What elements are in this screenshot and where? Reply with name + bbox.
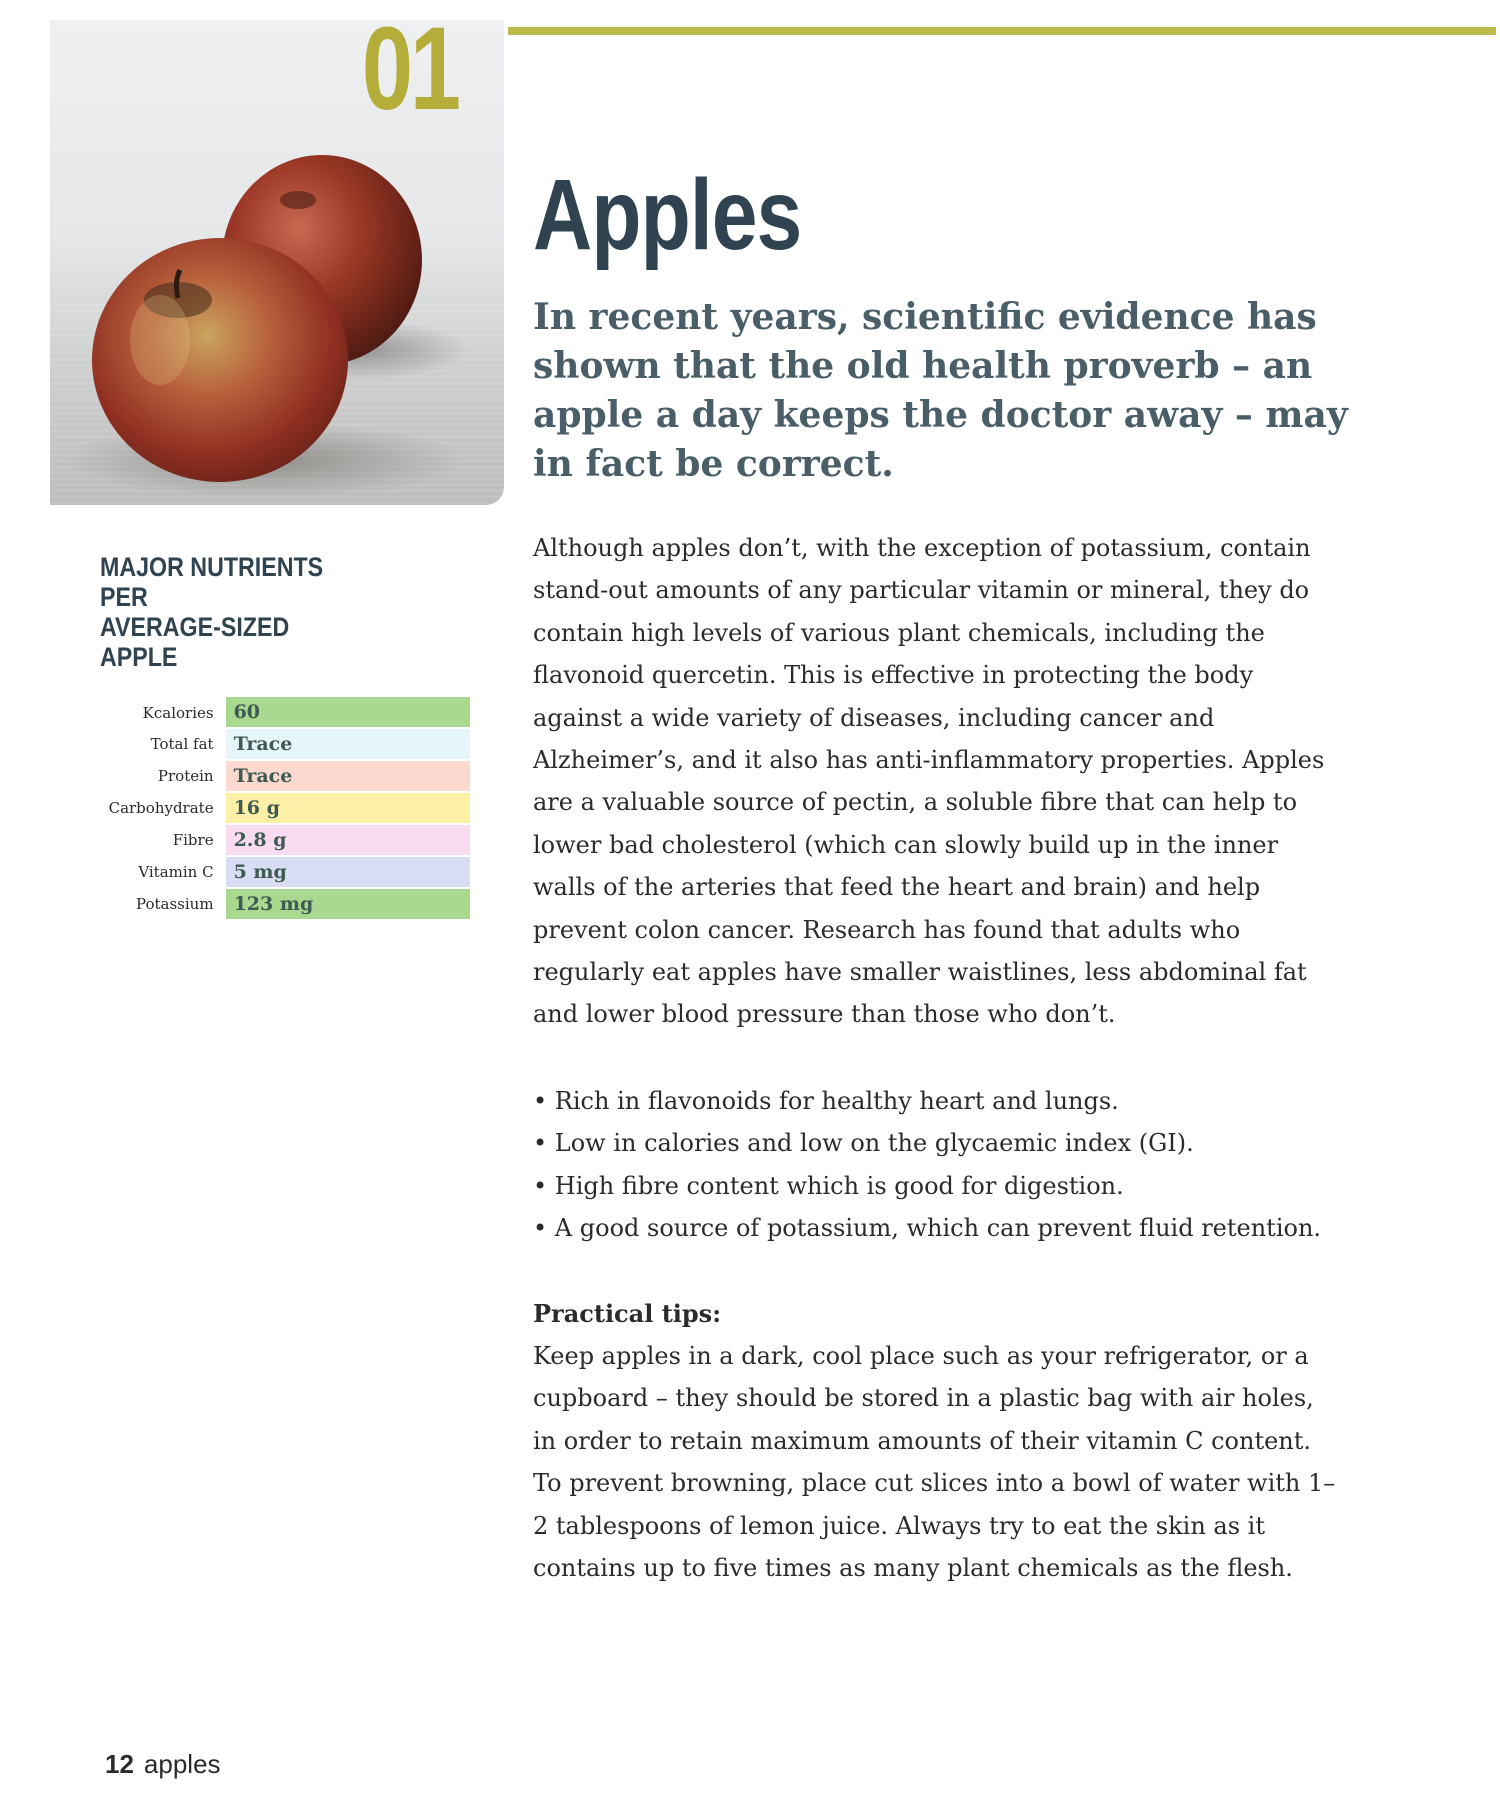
nutrient-value: 16 g xyxy=(226,792,470,824)
page-number: 12 xyxy=(105,1749,134,1779)
nutrient-value: 60 xyxy=(226,697,470,728)
lead-paragraph: In recent years, scientific evidence has shown that the old health proverb – an apple a day keeps the doctor away – may in fact be correct. xyxy=(533,296,1348,485)
nutrient-label: Fibre xyxy=(172,831,214,849)
nutrient-row xyxy=(90,792,470,824)
nutrient-value: 2.8 g xyxy=(226,824,470,856)
nutrients-heading-line-2: AVERAGE-SIZED APPLE xyxy=(100,612,290,672)
benefit-item: • High fibre content which is good for digestion. xyxy=(533,1165,1353,1207)
nutrient-value: 5 mg xyxy=(226,856,470,888)
benefit-item: • Low in calories and low on the glycaemic index (GI). xyxy=(533,1122,1353,1164)
nutrient-value: 123 mg xyxy=(226,888,470,920)
nutrient-value: Trace xyxy=(226,760,470,792)
nutrient-label: Kcalories xyxy=(142,703,214,722)
nutrient-row xyxy=(90,728,470,760)
footer-section: apples xyxy=(143,1749,221,1779)
benefits-list xyxy=(533,1080,1353,1250)
benefit-item: • A good source of potassium, which can prevent fluid retention. xyxy=(533,1207,1353,1249)
nutrient-label: Potassium xyxy=(136,895,214,913)
nutrient-label: Vitamin C xyxy=(138,863,214,881)
nutrient-row xyxy=(90,824,470,856)
nutrient-row xyxy=(90,888,470,920)
top-rule xyxy=(508,27,1496,35)
nutrient-row xyxy=(90,856,470,888)
nutrients-heading-line-1: MAJOR NUTRIENTS PER xyxy=(100,552,324,612)
page-footer xyxy=(105,1749,221,1780)
nutrient-row xyxy=(90,697,470,728)
nutrients-heading xyxy=(100,552,358,672)
nutrient-row xyxy=(90,760,470,792)
nutrient-label: Carbohydrate xyxy=(108,799,214,817)
benefit-item: • Rich in flavonoids for healthy heart and lungs. xyxy=(533,1080,1353,1122)
nutrient-label: Protein xyxy=(157,767,214,785)
body-paragraph: Although apples don’t, with the exception of potassium, contain stand-out amounts of any particular vitamin or mineral, they do contain high levels of various plant chemicals, including the flavonoid quercetin. This is effective in protecting the body against a wide variety of diseases, including cancer and Alzheimer’s, and it also has anti-inflammatory properties. Apples are a valuable source of pectin, a soluble fibre that can help to lower bad cholesterol (which can slowly build up in the inner walls of the arteries that feed the heart and brain) and help prevent colon cancer. Research has found that adults who regularly eat apples have smaller waistlines, less abdominal fat and lower blood pressure than those who don’t. xyxy=(533,534,1325,1029)
page-title: Apples xyxy=(533,159,802,271)
tips-paragraph: Keep apples in a dark, cool place such as your refrigerator, or a cupboard – they should be stored in a plastic bag with air holes, in order to retain maximum amounts of their vitamin C content. To prevent browning, place cut slices into a bowl of water with 1–2 tablespoons of lemon juice. Always try to eat the skin as it contains up to five times as many plant chemicals as the flesh. xyxy=(533,1342,1336,1583)
nutrient-value: Trace xyxy=(226,728,470,760)
tips-heading: Practical tips: xyxy=(533,1299,722,1328)
nutrients-table xyxy=(90,697,470,921)
chapter-number: 01 xyxy=(361,3,458,135)
nutrient-label: Total fat xyxy=(150,735,214,753)
